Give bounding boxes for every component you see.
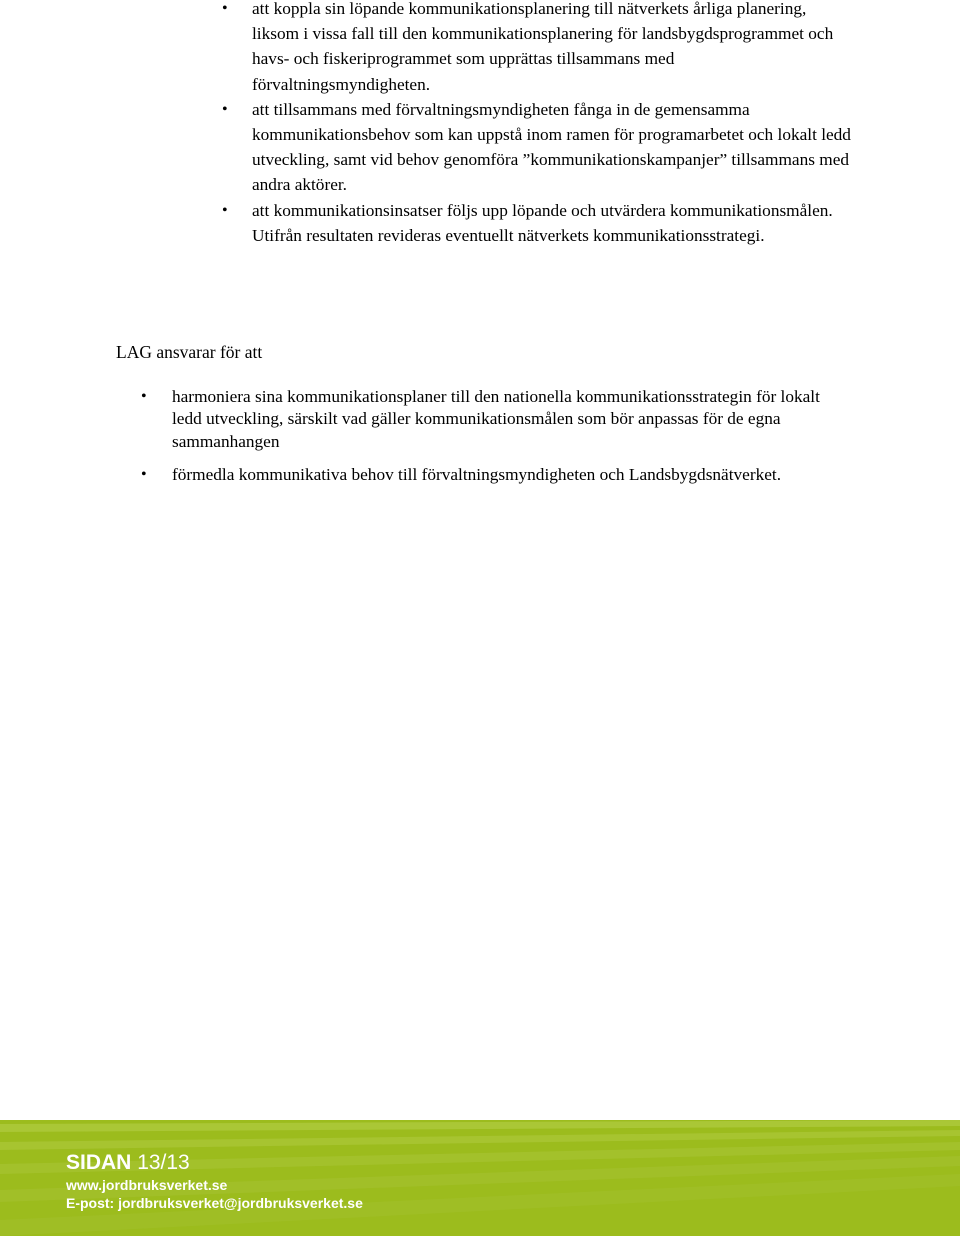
bullet-icon: • — [141, 388, 147, 405]
list-item — [222, 0, 852, 97]
page-footer — [0, 1120, 960, 1236]
list-item-text: att koppla sin löpande kommunikationsplanering till nätverkets årliga planering, liksom i vissa fall till den kommunikationsplanering för landsbygdsprogrammet och havs- och fiskeriprogrammet som upprättas tillsammans med förvaltningsmyndigheten. — [252, 0, 834, 94]
list-item — [141, 386, 852, 453]
section-heading: LAG ansvarar för att — [116, 342, 263, 362]
list-item — [222, 198, 852, 248]
lag-bullet-list — [141, 386, 852, 498]
page-number-label — [66, 1150, 363, 1176]
list-item-text: att tillsammans med förvaltningsmyndigheten fånga in de gemensamma kommunikationsbehov som kan uppstå inom ramen för programarbetet och lokalt ledd utveckling, samt vid behov genomföra ”kommunikationskampanjer” tillsammans med andra aktörer. — [252, 99, 851, 195]
email-link[interactable]: E-post: jordbruksverket@jordbruksverket.se — [66, 1195, 363, 1211]
top-bullet-list — [222, 0, 852, 248]
website-link[interactable]: www.jordbruksverket.se — [66, 1177, 228, 1193]
page-label-text: SIDAN — [66, 1151, 132, 1174]
list-item — [141, 464, 852, 486]
bullet-icon: • — [141, 466, 147, 484]
footer-text — [66, 1150, 363, 1212]
list-item-text: förmedla kommunikativa behov till förvaltningsmyndigheten och Landsbygdsnätverket. — [172, 465, 782, 485]
bullet-icon: • — [222, 201, 228, 219]
list-item-text: harmoniera sina kommunikationsplaner till den nationella kommunikationsstrategin för lokalt ledd utveckling, särskilt vad gäller kommunikationsmålen som bör anpassas för de egna sammanhangen — [172, 387, 820, 451]
bullet-icon: • — [222, 100, 228, 118]
list-item — [222, 97, 852, 198]
bullet-icon: • — [222, 0, 228, 17]
page-number: 13/13 — [137, 1151, 190, 1174]
list-item-text: att kommunikationsinsatser följs upp löpande och utvärdera kommunikationsmålen. Utifrån resultaten revideras eventuellt nätverkets kommunikationsstrategi. — [252, 200, 833, 245]
